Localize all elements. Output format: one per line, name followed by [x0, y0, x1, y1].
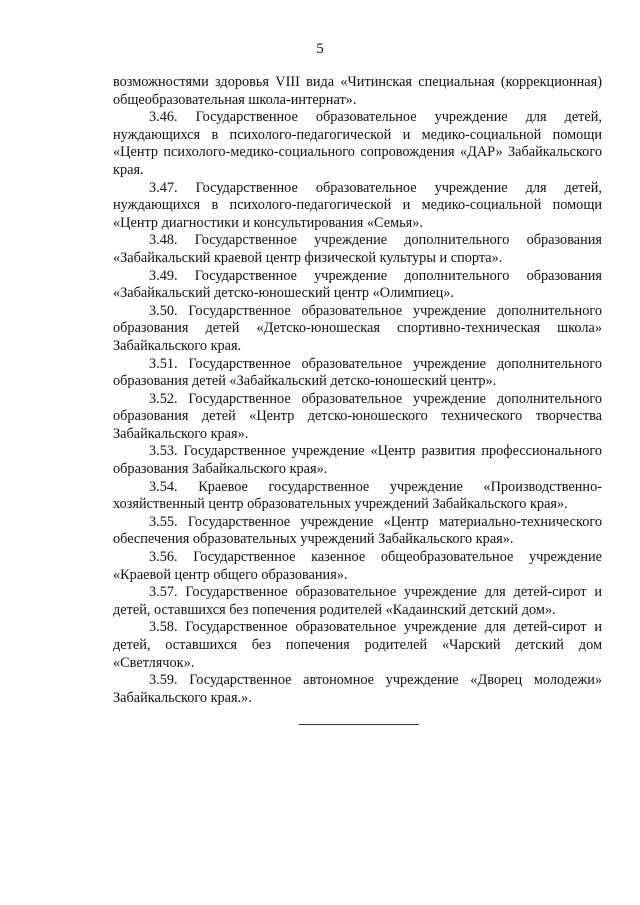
paragraph-continuation: возможностями здоровья VIII вида «Читинская специальная (коррекционная) общеобразовательная школа-интернат».: [113, 74, 602, 108]
paragraph-3-58: 3.58. Государственное образовательное учреждение для детей-сирот и детей, оставшихся без попечения родителей «Чарский детский дом «Светлячок».: [113, 619, 602, 671]
paragraph-3-56: 3.56. Государственное казенное общеобразовательное учреждение «Краевой центр общего образования».: [113, 549, 602, 583]
paragraph-3-51: 3.51. Государственное образовательное учреждение дополнительного образования детей «Забайкальский детско-юношеский центр».: [113, 355, 602, 390]
paragraph-3-49: 3.49. Государственное учреждение дополнительного образования «Забайкальский детско-юношеский центр «Олимпиец».: [113, 267, 602, 302]
page-number: 5: [316, 41, 324, 57]
paragraph-3-50: 3.50. Государственное образовательное учреждение дополнительного образования детей «Детско-юношеская спортивно-техническая школа» Забайкальского края.: [113, 302, 602, 354]
end-separator-line: [299, 724, 419, 725]
paragraph-3-59: 3.59. Государственное автономное учреждение «Дворец молодежи» Забайкальского края.».: [113, 672, 602, 706]
paragraph-3-52: 3.52. Государственное образовательное учреждение дополнительного образования детей «Центр детско-юношеского технического творчества Забайкальского края».: [113, 390, 602, 442]
document-body: [113, 74, 602, 707]
paragraph-3-54: 3.54. Краевое государственное учреждение «Производственно-хозяйственный центр образовательных учреждений Забайкальского края».: [113, 478, 602, 513]
paragraph-3-46: 3.46. Государственное образовательное учреждение для детей, нуждающихся в психолого-педагогической и медико-социальной помощи «Центр психолого-медико-социального сопровождения «ДАР» Забайкальского края.: [113, 109, 602, 178]
paragraph-3-57: 3.57. Государственное образовательное учреждение для детей-сирот и детей, оставшихся без попечения родителей «Кадаинский детский дом».: [113, 584, 602, 618]
paragraph-3-55: 3.55. Государственное учреждение «Центр материально-технического обеспечения образовательных учреждений Забайкальского края».: [113, 513, 602, 548]
paragraph-3-48: 3.48. Государственное учреждение дополнительного образования «Забайкальский краевой центр физической культуры и спорта».: [113, 232, 602, 266]
paragraph-3-47: 3.47. Государственное образовательное учреждение для детей, нуждающихся в психолого-педагогической и медико-социальной помощи «Центр диагностики и консультирования «Семья».: [113, 179, 602, 231]
paragraph-3-53: 3.53. Государственное учреждение «Центр развития профессионального образования Забайкальского края».: [113, 443, 602, 478]
